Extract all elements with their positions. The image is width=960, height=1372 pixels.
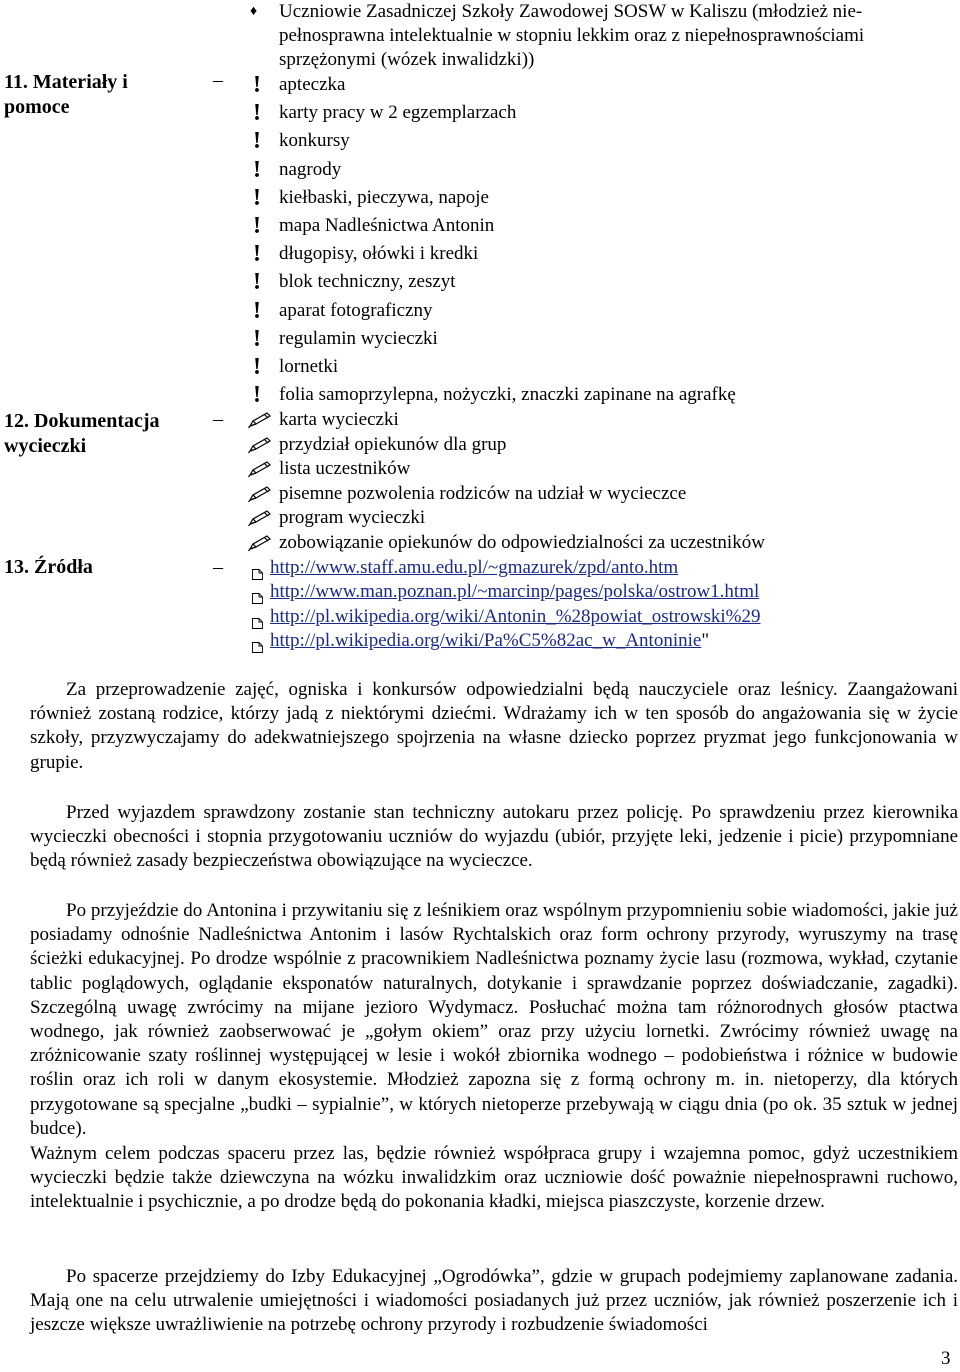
list-item-text: długopisy, ołówki i kredki — [279, 243, 479, 265]
list-item-text: lista uczestników — [279, 458, 411, 480]
list-item-text: zobowiązanie opiekunów do odpowiedzialności za uczestników — [279, 531, 765, 553]
list-item-text: karta wycieczki — [279, 409, 399, 430]
exclamation-bullet-icon: ! — [253, 212, 261, 239]
list-item — [247, 506, 765, 531]
source-link[interactable]: http://pl.wikipedia.org/wiki/Antonin_%28powiat_ostrowski%29 — [270, 605, 761, 627]
list-item-text: pisemne pozwolenia rodziców na udział w wycieczce — [279, 482, 687, 504]
list-item — [247, 353, 736, 381]
section-dash: – — [213, 556, 223, 578]
exclamation-bullet-icon: ! — [253, 353, 261, 380]
list-item-text: mapa Nadleśnictwa Antonin — [279, 214, 495, 236]
list-item-text: kiełbaski, pieczywa, napoje — [279, 186, 489, 208]
exclamation-bullet-icon: ! — [253, 184, 261, 211]
list-item — [247, 325, 736, 353]
list-item-text: program wycieczki — [279, 507, 426, 529]
source-link[interactable]: http://pl.wikipedia.org/wiki/Pa%C5%82ac_w_Antoninie — [270, 630, 702, 652]
pencil-icon — [247, 485, 273, 503]
list-item-text: nagrody — [279, 158, 342, 180]
section-dash: – — [213, 408, 223, 430]
sources-list — [247, 556, 760, 654]
materials-list — [247, 71, 736, 409]
list-item-text: lornetki — [279, 355, 339, 377]
paragraph-education-room: Po spacerze przejdziemy do Izby Edukacyjnej „Ogrodówka”, gdzie w grupach podejmiemy zaplanowane zadania. Mają one na celu utrwalenie umiejętności i wiadomości posiadanych już przez uczniów, jak również poszerzenie ich i jeszcze większe uwrażliwienie na potrzebę ochrony przyrody i rozbudzenie świadomości — [30, 1266, 958, 1336]
pencil-icon — [247, 436, 273, 454]
section-label-materials: 11. Materiały i pomoce — [4, 71, 128, 118]
list-item — [247, 71, 736, 99]
exclamation-bullet-icon: ! — [253, 382, 261, 409]
section-label-documentation: 12. Dokumentacja wycieczki — [4, 410, 160, 457]
source-link[interactable]: http://www.man.poznan.pl/~marcinp/pages/polska/ostrow1.html — [270, 581, 760, 603]
document-icon — [252, 563, 263, 574]
list-item-text: karty pracy w 2 egzemplarzach — [279, 102, 517, 124]
paragraph-trail: Po przyjeździe do Antonina i przywitaniu się z leśnikiem oraz wspólnym przypomnieniu sobie wiadomości, jakie już posiadamy odnośnie Nadleśnictwa Antonim i lasów Rychtalskich oraz form ochrony przyrody, wyruszymy na trasę ścieżki edukacyjnej. Po drodze wspólnie z pracownikiem Nadleśnictwa poznamy życie lasu (rozmowa, wykład, czytanie tablic poglądowych, oglądanie eksponatów naturalnych, dotykanie i sprawdzanie poprzez doświadczanie, zagadki). Szczególną uwagę zwrócimy na mijane jezioro Wydymacz. Posłuchać można tam różnorodnych głosów ptactwa wodnego, jak również zaobserwować je „gołym okiem” oraz przy użyciu lornetki. Zwrócimy również uwagę na zróżnicowanie szaty roślinnej występującej w lesie i wokół zbiornika wodnego – podobieństwa i różnice w budowie roślin oraz ich roli w danym ekosystemie. Młodzież zapozna się z formą ochrony m. in. nietoperzy, dla których przygotowane są specjalne „budki – sypialnie”, w których nietoperze przebywają w ciągu dnia (po ok. 35 sztuk w jednej budce). — [30, 900, 958, 1139]
exclamation-bullet-icon: ! — [253, 72, 261, 98]
diamond-bullet-icon: ♦ — [250, 4, 258, 19]
list-item — [247, 212, 736, 240]
exclamation-bullet-icon: ! — [253, 241, 261, 268]
list-item-text: blok techniczny, zeszyt — [279, 271, 456, 293]
paragraph-cooperation: Ważnym celem podczas spaceru przez las, będzie również współpraca grupy i wzajemna pomoc, gdyż uczestnikiem wycieczki będzie także dziewczyna na wózku inwalidzkim oraz uczniowie dość poważnie niepełnosprawni ruchowo, intelektualnie i psychicznie, a po drodze będą do pokonania kładki, miejsca piaszczyste, korzenie drzew. — [30, 1143, 958, 1213]
pencil-icon — [247, 460, 273, 478]
list-item — [247, 156, 736, 184]
list-item — [247, 457, 765, 482]
closing-quote: " — [701, 630, 710, 652]
list-item-text: przydział opiekunów dla grup — [279, 433, 507, 455]
pencil-icon — [247, 534, 273, 552]
exclamation-bullet-icon: ! — [253, 156, 261, 183]
list-item — [247, 99, 736, 127]
exclamation-bullet-icon: ! — [253, 128, 261, 155]
source-item — [247, 629, 760, 653]
section-label-sources: 13. Źródła — [4, 556, 93, 578]
list-item — [247, 127, 736, 155]
intro-participants-text: Uczniowie Zasadniczej Szkoły Zawodowej SOSW w Kaliszu (młodzież nie-pełnosprawna intelektualnie w stopniu lekkim oraz z niepełnosprawnościami sprzężonymi (wózek inwalidzki)) — [279, 1, 865, 70]
source-link[interactable]: http://www.staff.amu.edu.pl/~gmazurek/zpd/anto.htm — [270, 557, 679, 578]
list-item — [247, 297, 736, 325]
paragraph-departure-check: Przed wyjazdem sprawdzony zostanie stan techniczny autokaru przez policję. Po sprawdzeniu przez kierownika wycieczki obecności i stopnia przygotowaniu uczniów do wyjazdu (ubiór, przyjęte leki, jedzenie i picie) przypomniane będą również zasady bezpieczeństwa obowiązujące na wycieczce. — [30, 802, 958, 872]
list-item-text: aparat fotograficzny — [279, 299, 433, 321]
list-item-text: apteczka — [279, 74, 346, 95]
document-icon — [252, 612, 263, 623]
list-item-text: regulamin wycieczki — [279, 327, 438, 349]
list-item — [247, 408, 765, 433]
exclamation-bullet-icon: ! — [253, 325, 261, 352]
list-item — [247, 240, 736, 268]
page-number: 3 — [941, 1348, 951, 1369]
list-item — [247, 482, 765, 507]
list-item — [247, 433, 765, 458]
pencil-icon — [247, 509, 273, 527]
source-item — [247, 556, 760, 580]
exclamation-bullet-icon: ! — [253, 297, 261, 324]
list-item-text: konkursy — [279, 130, 350, 152]
list-item-text: folia samoprzylepna, nożyczki, znaczki zapinane na agrafkę — [279, 384, 736, 406]
source-item — [247, 605, 760, 629]
list-item — [247, 381, 736, 409]
source-item — [247, 580, 760, 604]
pencil-icon — [247, 411, 273, 429]
section-dash: – — [213, 69, 223, 91]
documentation-list — [247, 408, 765, 556]
document-icon — [252, 587, 263, 598]
document-icon — [252, 636, 263, 647]
exclamation-bullet-icon: ! — [253, 100, 261, 127]
list-item — [247, 531, 765, 556]
exclamation-bullet-icon: ! — [253, 269, 261, 296]
list-item — [247, 184, 736, 212]
paragraph-responsibility: Za przeprowadzenie zajęć, ogniska i konkursów odpowiedzialni będą nauczyciele oraz leśnicy. Zaangażowani również zostaną rodzice, którzy jadą z niektórymi dziećmi. Wdrażamy ich w ten sposób do angażowania się w życie szkoły, przyzwyczajamy do adekwatniejszego spojrzenia na własne dziecko poprzez pryzmat jego funkcjonowania w grupie. — [30, 679, 958, 773]
list-item — [247, 268, 736, 296]
